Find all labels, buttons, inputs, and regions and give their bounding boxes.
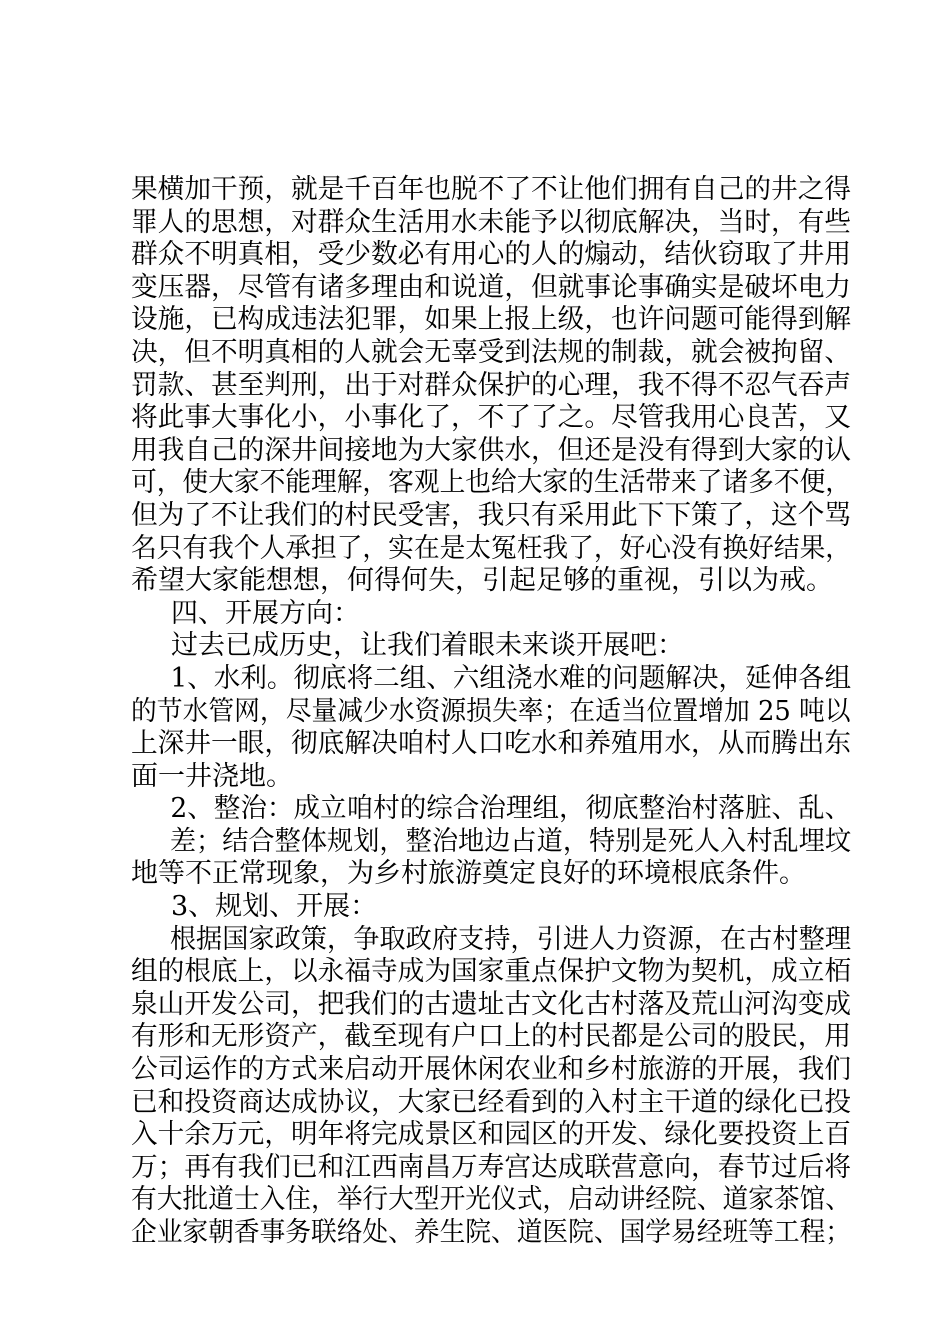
text-line: 设施，已构成违法犯罪，如果上报上级，也许问题可能得到解: [131, 304, 852, 336]
text-line: 上深井一眼，彻底解决咱村人口吃水和养殖用水，从而腾出东: [131, 728, 852, 760]
text-line: 面一井浇地。: [131, 760, 293, 792]
text-line: 3、规划、开展：: [171, 891, 378, 923]
text-line: 过去已成历史，让我们着眼未来谈开展吧：: [171, 630, 684, 662]
text-line: 地等不正常现象，为乡村旅游奠定良好的环境根底条件。: [131, 858, 806, 890]
text-line: 四、开展方向：: [171, 597, 360, 629]
text-line: 希望大家能想想，何得何失，引起足够的重视，引以为戒。: [131, 565, 833, 597]
text-line: 已和投资商达成协议，大家已经看到的入村主干道的绿化已投: [131, 1086, 852, 1118]
text-line: 但为了不让我们的村民受害，我只有采用此下下策了，这个骂: [131, 499, 852, 531]
text-line: 变压器，尽管有诸多理由和说道，但就事论事确实是破坏电力: [131, 271, 852, 303]
text-line: 的节水管网，尽量减少水资源损失率；在适当位置增加 25 吨以: [131, 695, 851, 727]
text-line: 2、整治：成立咱村的综合治理组，彻底整治村落脏、乱、: [170, 793, 852, 825]
text-line: 名只有我个人承担了，实在是太冤枉我了，好心没有换好结果，: [131, 532, 852, 564]
text-line: 决，但不明真相的人就会无辜受到法规的制裁，就会被拘留、: [131, 336, 852, 368]
text-line: 可，使大家不能理解，客观上也给大家的生活带来了诸多不便，: [131, 467, 852, 499]
text-line: 将此事大事化小，小事化了，不了了之。尽管我用心良苦，又: [131, 402, 852, 434]
text-line: 用我自己的深井间接地为大家供水，但还是没有得到大家的认: [131, 434, 852, 466]
text-line: 差；结合整体规划，整治地边占道，特别是死人入村乱埋坟: [169, 825, 852, 857]
text-line: 果横加干预，就是千百年也脱不了不让他们拥有自己的井之得: [131, 174, 852, 205]
text-line: 罪人的思想，对群众生活用水未能予以彻底解决，当时，有些: [131, 206, 852, 238]
text-line: 群众不明真相，受少数必有用心的人的煽动，结伙窃取了井用: [131, 239, 852, 271]
text-line: 有形和无形资产，截至现有户口上的村民都是公司的股民，用: [131, 1021, 852, 1053]
text-line: 企业家朝香事务联络处、养生院、道医院、国学易经班等工程；: [131, 1217, 852, 1248]
text-line: 组的根底上，以永福寺成为国家重点保护文物为契机，成立栢: [131, 956, 852, 988]
document-body: [131, 174, 851, 1250]
text-line: 有大批道士入住，举行大型开光仪式，启动讲经院、道家茶馆、: [131, 1184, 852, 1216]
text-line: 根据国家政策，争取政府支持，引进人力资源，在古村整理: [169, 923, 852, 955]
text-line: 公司运作的方式来启动开展休闲农业和乡村旅游的开展，我们: [131, 1054, 852, 1086]
text-line: 入十余万元，明年将完成景区和园区的开发、绿化要投资上百: [131, 1119, 852, 1151]
text-line: 泉山开发公司，把我们的古遗址古文化古村落及荒山河沟变成: [131, 988, 852, 1020]
text-line: 万；再有我们已和江西南昌万寿宫达成联营意向，春节过后将: [131, 1151, 852, 1183]
text-line: 1、水利。彻底将二组、六组浇水难的问题解决，延伸各组: [170, 662, 852, 694]
text-line: 罚款、甚至判刑，出于对群众保护的心理，我不得不忍气吞声: [131, 369, 852, 401]
